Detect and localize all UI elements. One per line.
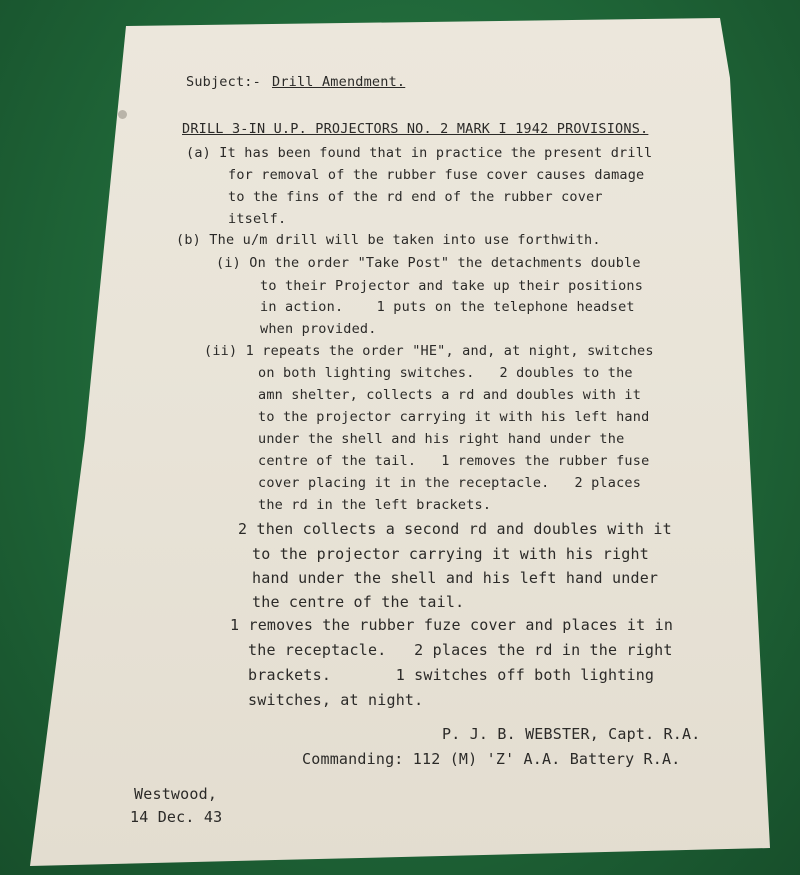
item-i-line: to their Projector and take up their positions [260,278,644,294]
item-ii-line: to the projector carrying it with his left hand [258,409,650,425]
step-1-line: brackets. 1 switches off both lighting [248,666,655,684]
para-a-line: for removal of the rubber fuse cover causes damage [228,167,645,183]
para-b: (b) The u/m drill will be taken into use forthwith. [176,232,601,248]
step-1-line: 1 removes the rubber fuze cover and places it in [230,616,674,634]
item-ii-line: amn shelter, collects a rd and doubles with it [258,387,642,403]
item-ii-line: (ii) 1 repeats the order "HE", and, at night, switches [204,343,654,359]
step-2-line: hand under the shell and his left hand under [252,569,659,587]
item-i-line: in action. 1 puts on the telephone headset [260,299,635,315]
item-i-line: (i) On the order "Take Post" the detachments double [216,255,641,271]
para-a-line: itself. [228,211,287,227]
para-a-line: (a) It has been found that in practice the present drill [186,145,653,161]
item-ii-line: under the shell and his right hand under the [258,431,625,447]
item-i-line: when provided. [260,321,377,337]
step-1-line: switches, at night. [248,691,424,709]
step-2-line: 2 then collects a second rd and doubles with it [238,520,672,538]
punch-hole [118,110,127,119]
footer-place: Westwood, [134,785,218,803]
item-ii-line: centre of the tail. 1 removes the rubber fuse [258,453,650,469]
item-ii-line: the rd in the left brackets. [258,497,492,513]
subject-value: Drill Amendment. [272,74,406,90]
item-ii-line: on both lighting switches. 2 doubles to the [258,365,633,381]
para-a-line: to the fins of the rd end of the rubber cover [228,189,603,205]
footer-date: 14 Dec. 43 [130,808,223,826]
signature-command: Commanding: 112 (M) 'Z' A.A. Battery R.A. [302,750,681,768]
item-ii-line: cover placing it in the receptacle. 2 places [258,475,642,491]
heading: DRILL 3-IN U.P. PROJECTORS NO. 2 MARK I 1942 PROVISIONS. [182,121,649,137]
signature-name: P. J. B. WEBSTER, Capt. R.A. [442,725,701,743]
step-2-line: the centre of the tail. [252,593,465,611]
step-2-line: to the projector carrying it with his right [252,545,649,563]
subject-label: Subject:- [186,74,261,90]
step-1-line: the receptacle. 2 places the rd in the right [248,641,673,659]
